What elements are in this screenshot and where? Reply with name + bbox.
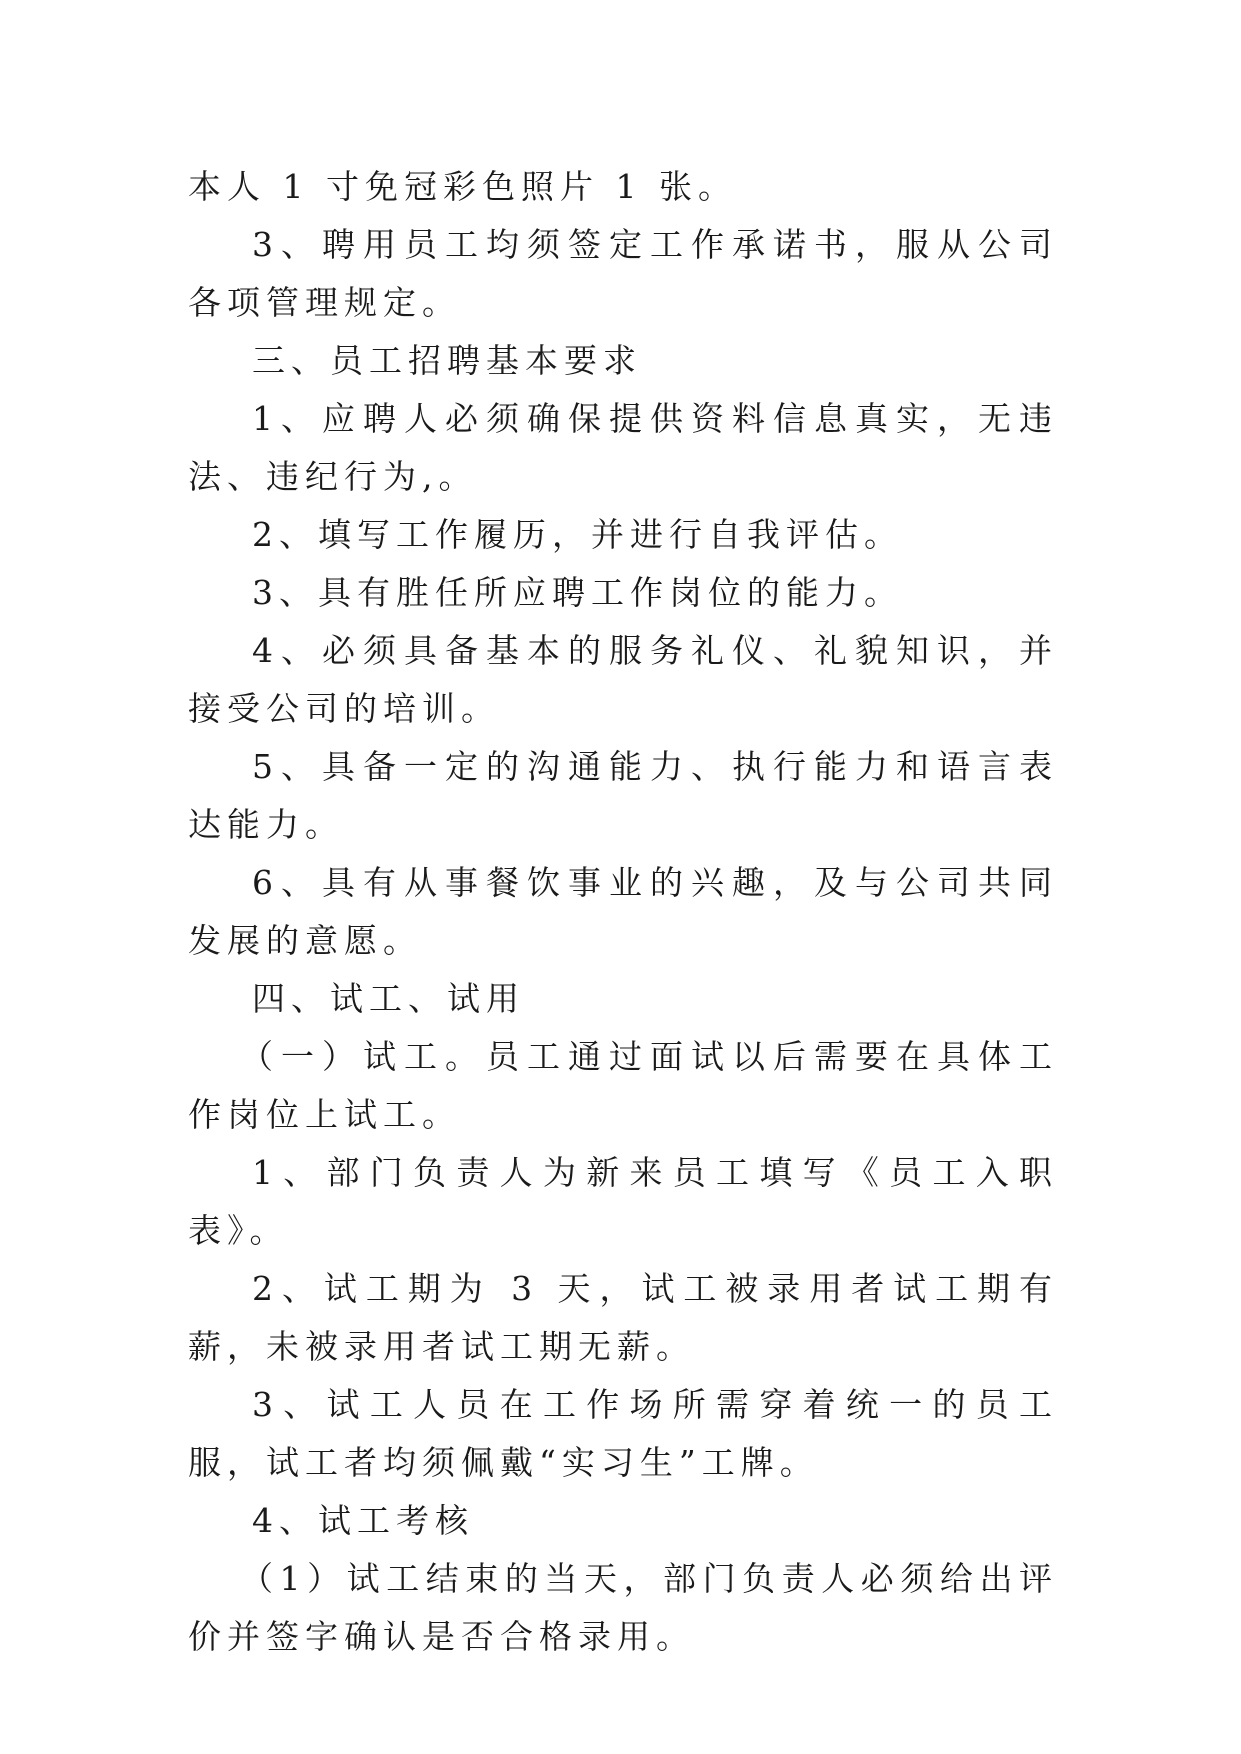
paragraph-requirement-6: 6、具有从事餐饮事业的兴趣，及与公司共同发展的意愿。 xyxy=(188,863,1058,960)
paragraph-trial-4-heading: 4、试工考核 xyxy=(252,1501,474,1540)
paragraph-trial-3: 3、试工人员在工作场所需穿着统一的员工服，试工者均须佩戴“实习生”工牌。 xyxy=(188,1385,1058,1482)
subsection-heading-trial-work: （一）试工。员工通过面试以后需要在具体工作岗位上试工。 xyxy=(188,1037,1058,1134)
section-heading-recruitment-requirements: 三、员工招聘基本要求 xyxy=(252,341,642,380)
paragraph-photo-requirement: 本人 1 寸免冠彩色照片 1 张。 xyxy=(188,167,737,206)
section-heading-trial: 四、试工、试用 xyxy=(252,979,525,1018)
paragraph-requirement-4: 4、必须具备基本的服务礼仪、礼貌知识，并接受公司的培训。 xyxy=(188,631,1058,728)
paragraph-requirement-5: 5、具备一定的沟通能力、执行能力和语言表达能力。 xyxy=(188,747,1058,844)
paragraph-requirement-1: 1、应聘人必须确保提供资料信息真实，无违法、违纪行为,。 xyxy=(188,399,1058,496)
paragraph-trial-2: 2、试工期为 3 天，试工被录用者试工期有薪，未被录用者试工期无薪。 xyxy=(188,1269,1058,1366)
paragraph-requirement-3: 3、具有胜任所应聘工作岗位的能力。 xyxy=(252,573,903,612)
document-page xyxy=(188,158,1058,1666)
paragraph-requirement-2: 2、填写工作履历，并进行自我评估。 xyxy=(252,515,903,554)
paragraph-trial-1: 1、部门负责人为新来员工填写《员工入职表》。 xyxy=(188,1153,1058,1250)
paragraph-trial-assessment-1: （1）试工结束的当天，部门负责人必须给出评价并签字确认是否合格录用。 xyxy=(188,1559,1058,1656)
paragraph-commitment-letter: 3、聘用员工均须签定工作承诺书，服从公司各项管理规定。 xyxy=(188,225,1058,322)
